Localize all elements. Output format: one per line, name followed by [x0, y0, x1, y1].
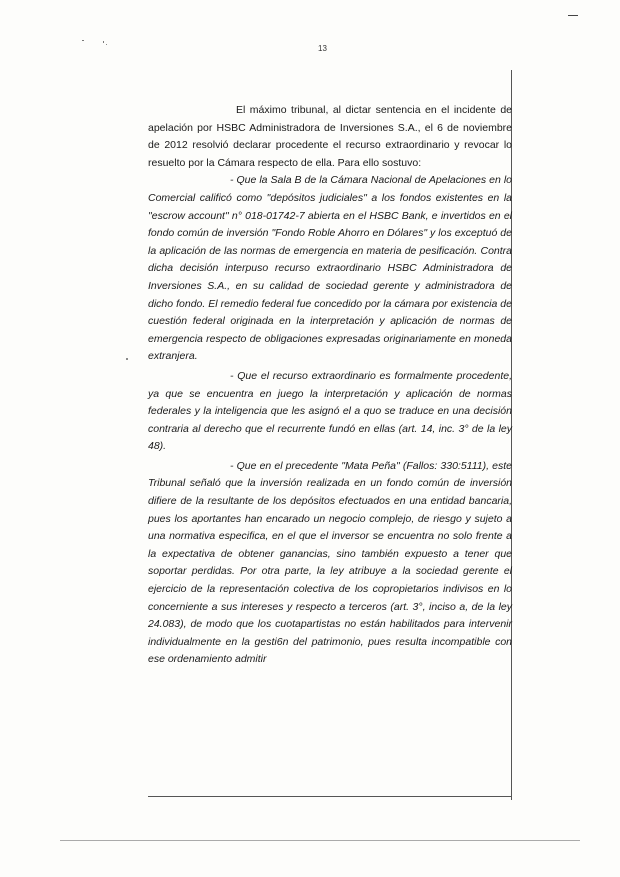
bottom-margin-rule	[148, 796, 512, 797]
document-body	[148, 102, 512, 669]
page-number: 13	[318, 44, 327, 53]
intro-paragraph: El máximo tribunal, al dictar sentencia en el incidente de apelación por HSBC Administradora de Inversiones S.A., el 6 de noviembre de 2012 resolvió declarar procedente el recurso extraordinario y revocar lo resuelto por la Cámara respecto de ella. Para ello sostuvo:	[148, 104, 512, 169]
scan-speck	[106, 44, 107, 45]
quoted-paragraph: - Que en el precedente "Mata Peña" (Fallos: 330:5111), este Tribunal señaló que la inversión realizada en un fondo común de inversión difiere de la resultante de los depósitos efectuados en una entidad bancaria, pues los aportantes han encarado un negocio complejo, de riesgo y sujeto a una normativa especifica, en el que el inversor se encuentra no solo frente a la expectativa de obtener ganancias, sino también expuesto a tener que soportar perdidas. Por otra parte, la ley atribuye a la sociedad gerente el ejercicio de la representación colectiva de los copropietarios indivisos en lo concerniente a sus intereses y respecto a terceros (art. 3°, inciso a, de la ley 24.083), de modo que los cuotapartistas no están habilitados para intervenir individualmente en la gesti6n del patrimonio, pues resulta incompatible con ese ordenamiento admitir	[148, 459, 512, 666]
quoted-paragraph: - Que el recurso extraordinario es formalmente procedente, ya que se encuentra en juego la interpretación y aplicación de normas federales y la inteligencia que les asignó el a quo se traduce en una decisión contraria al derecho que el recurrente fundó en ellas (art. 14, inc. 3° de la ley 48).	[148, 369, 512, 453]
scan-speck	[103, 41, 104, 43]
scan-speck	[82, 40, 84, 41]
scan-speck	[126, 358, 128, 360]
footer-rule	[60, 840, 580, 841]
corner-mark	[568, 15, 578, 16]
quoted-paragraph: - Que la Sala B de la Cámara Nacional de Apelaciones en lo Comercial calificó como "depósitos judiciales" a los fondos existentes en la "escrow account" n° 018-01742-7 abierta en el HSBC Bank, e invertidos en el fondo común de inversión "Fondo Roble Ahorro en Dólares" y los exceptuó de la aplicación de las normas de emergencia en materia de pesificación. Contra dicha decisión interpuso recurso extraordinario HSBC Administradora de Inversiones S.A., en su calidad de sociedad gerente y administradora de dicho fondo. El remedio federal fue concedido por la cámara por existencia de cuestión federal originada en la interpretación y aplicación de normas de emergencia respecto de obligaciones expresadas originariamente en moneda extranjera.	[148, 174, 512, 363]
